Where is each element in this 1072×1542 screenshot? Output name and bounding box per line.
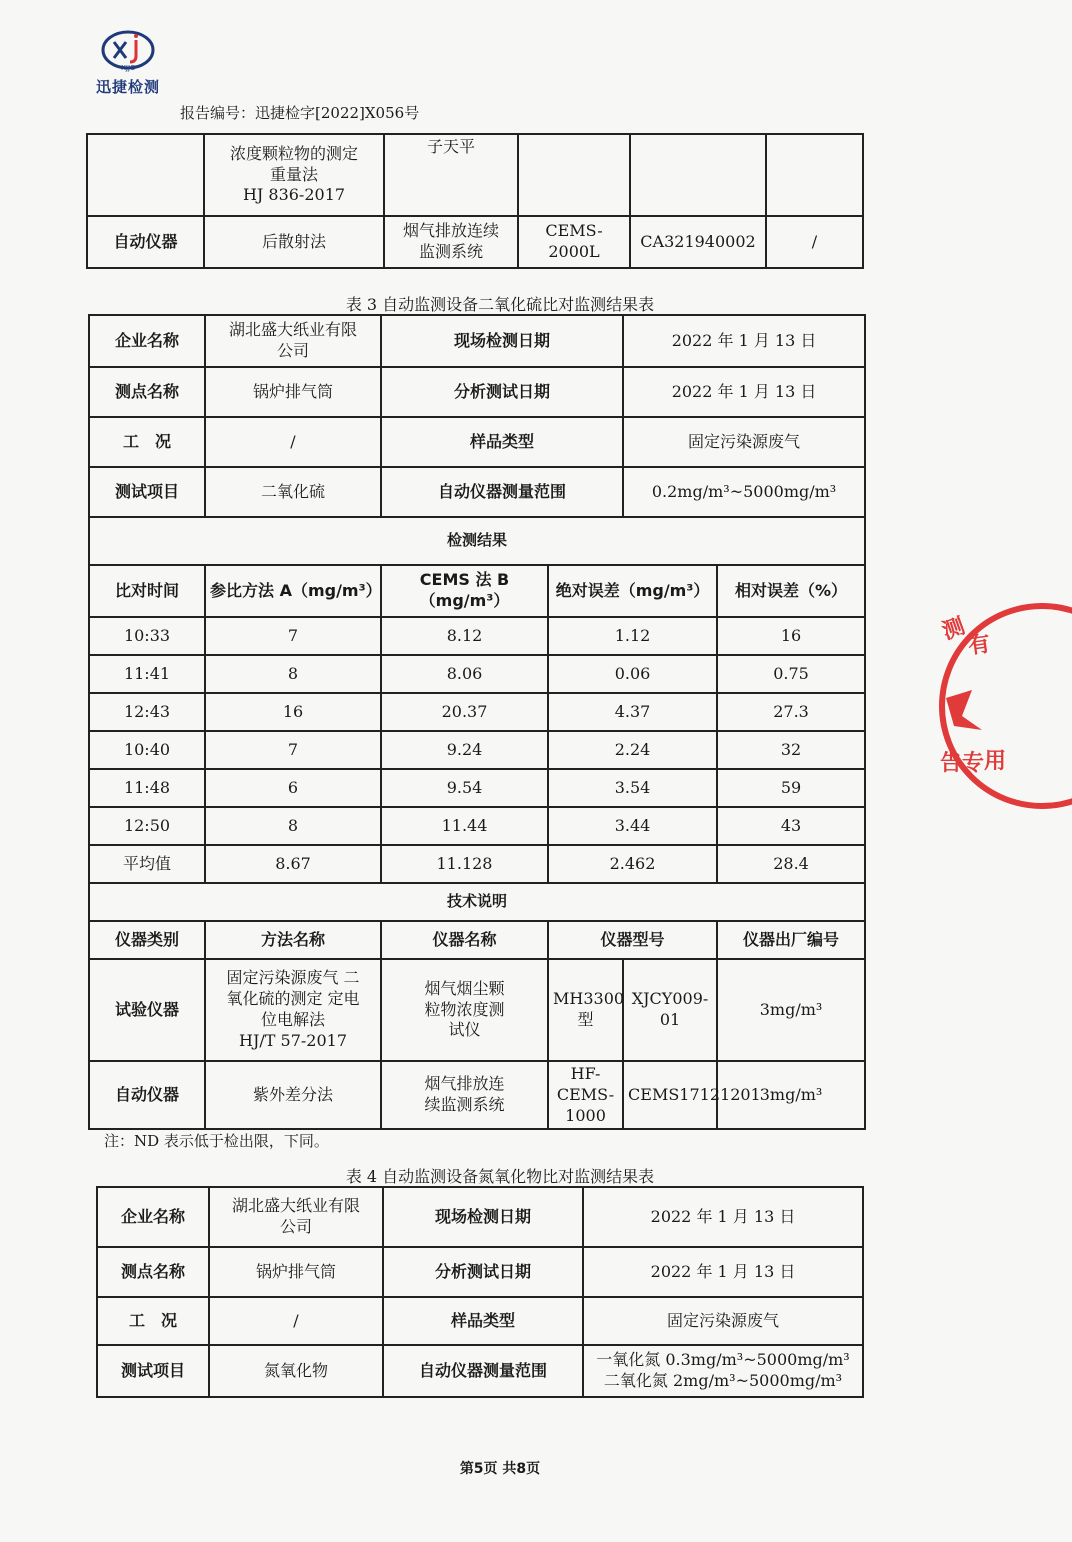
value-cell: 一氧化氮 0.3mg/m³~5000mg/m³ 二氧化氮 2mg/m³~5000mg/m³ [583, 1345, 863, 1397]
value-cell: 11.128 [381, 845, 548, 883]
value-cell: 2022 年 1 月 13 日 [623, 367, 865, 417]
time-cell: 11:48 [89, 769, 205, 807]
header-cell: 参比方法 A（mg/m³） [205, 565, 381, 617]
value-cell: 3.44 [548, 807, 717, 845]
instrument-cell: 烟气排放连 续监测系统 [381, 1061, 548, 1129]
header-cell: 相对误差（%） [717, 565, 865, 617]
label-cell: 样品类型 [381, 417, 623, 467]
limit-cell: / [766, 216, 863, 268]
label-cell: 测试项目 [97, 1345, 209, 1397]
label-cell: 工 况 [97, 1297, 209, 1345]
value-cell: 锅炉排气筒 [205, 367, 381, 417]
value-cell: 2022 年 1 月 13 日 [583, 1187, 863, 1247]
table-4 [96, 1186, 864, 1398]
value-cell: 二氧化硫 [205, 467, 381, 517]
serial-cell: XJCY009-01 [623, 959, 717, 1061]
table-row [89, 1061, 865, 1129]
value-cell: 固定污染源废气 [583, 1297, 863, 1345]
header-cell: CEMS 法 B（mg/m³） [381, 565, 548, 617]
table-row [97, 1297, 863, 1345]
value-cell: 16 [717, 617, 865, 655]
header-cell: 仪器类别 [89, 921, 205, 959]
value-cell: 1.12 [548, 617, 717, 655]
label-cell: 现场检测日期 [383, 1187, 583, 1247]
section-title: 技术说明 [89, 883, 865, 921]
header-cell: 方法名称 [205, 921, 381, 959]
table-header-row [89, 565, 865, 617]
label-cell: 企业名称 [97, 1187, 209, 1247]
table-row [97, 1187, 863, 1247]
value-cell: 2.24 [548, 731, 717, 769]
value-cell: 湖北盛大纸业有限 公司 [205, 315, 381, 367]
header-cell: 仪器型号 [548, 921, 717, 959]
table-row [87, 134, 863, 216]
model-cell: MH3300 型 [548, 959, 623, 1061]
serial-cell: CEMS17121201 [623, 1061, 717, 1129]
time-cell: 10:33 [89, 617, 205, 655]
value-cell: 8.12 [381, 617, 548, 655]
category-cell: 试验仪器 [89, 959, 205, 1061]
value-cell: 20.37 [381, 693, 548, 731]
table-row [97, 1345, 863, 1397]
table-row [89, 769, 865, 807]
value-cell: 0.2mg/m³~5000mg/m³ [623, 467, 865, 517]
category-cell: 自动仪器 [87, 216, 204, 268]
value-cell: 8 [205, 807, 381, 845]
value-cell: 3.54 [548, 769, 717, 807]
value-cell: 氮氧化物 [209, 1345, 383, 1397]
table-2-continued [86, 133, 864, 269]
logo-emblem-icon [100, 28, 156, 74]
value-cell: 2022 年 1 月 13 日 [583, 1247, 863, 1297]
footnote: 注：ND 表示低于检出限，下同。 [104, 1132, 329, 1150]
header-cell: 仪器出厂编号 [717, 921, 865, 959]
method-cell: 后散射法 [204, 216, 384, 268]
report-number: 报告编号：迅捷检字[2022]X056号 [180, 104, 420, 122]
value-cell: 0.06 [548, 655, 717, 693]
table-cell [630, 134, 766, 216]
label-cell: 工 况 [89, 417, 205, 467]
table-row [89, 367, 865, 417]
value-cell: 28.4 [717, 845, 865, 883]
table-row [89, 731, 865, 769]
value-cell: 43 [717, 807, 865, 845]
value-cell: 7 [205, 731, 381, 769]
seal-char: 有 [966, 631, 992, 660]
label-cell: 自动仪器测量范围 [381, 467, 623, 517]
header-cell: 比对时间 [89, 565, 205, 617]
label-cell: 样品类型 [383, 1297, 583, 1345]
method-cell: 固定污染源废气 二 氧化硫的测定 定电 位电解法 HJ/T 57-2017 [205, 959, 381, 1061]
value-cell: / [205, 417, 381, 467]
value-cell: 湖北盛大纸业有限 公司 [209, 1187, 383, 1247]
method-cell: 浓度颗粒物的测定 重量法 HJ 836-2017 [204, 134, 384, 216]
model-cell: HF-CEMS-1000 [548, 1061, 623, 1129]
value-cell: 2022 年 1 月 13 日 [623, 315, 865, 367]
limit-cell: 3mg/m³ [717, 959, 865, 1061]
table-row [97, 1247, 863, 1297]
value-cell: / [209, 1297, 383, 1345]
table-row [89, 845, 865, 883]
value-cell: 6 [205, 769, 381, 807]
table-row [89, 693, 865, 731]
value-cell: 8.06 [381, 655, 548, 693]
instrument-cell: 烟气烟尘颗 粒物浓度测 试仪 [381, 959, 548, 1061]
table-cell [518, 134, 630, 216]
table-3-caption: 表 3 自动监测设备二氧化硫比对监测结果表 [345, 295, 655, 314]
table-row [89, 517, 865, 565]
table-cell [87, 134, 204, 216]
method-cell: 紫外差分法 [205, 1061, 381, 1129]
table-row [89, 617, 865, 655]
header-cell: 绝对误差（mg/m³） [548, 565, 717, 617]
company-logo [78, 28, 178, 97]
serial-cell: CA321940002 [630, 216, 766, 268]
value-cell: 8.67 [205, 845, 381, 883]
label-cell: 分析测试日期 [381, 367, 623, 417]
value-cell: 固定污染源废气 [623, 417, 865, 467]
label-cell: 企业名称 [89, 315, 205, 367]
label-cell: 分析测试日期 [383, 1247, 583, 1297]
label-cell: 现场检测日期 [381, 315, 623, 367]
label-cell: 测点名称 [89, 367, 205, 417]
value-cell: 27.3 [717, 693, 865, 731]
instrument-cell: 子天平 [384, 134, 518, 216]
table-row [89, 467, 865, 517]
value-cell: 2.462 [548, 845, 717, 883]
table-row [87, 216, 863, 268]
header-cell: 仪器名称 [381, 921, 548, 959]
section-title: 检测结果 [89, 517, 865, 565]
label-cell: 自动仪器测量范围 [383, 1345, 583, 1397]
svg-text:XJJC: XJJC [121, 64, 135, 72]
table-4-caption: 表 4 自动监测设备氮氧化物比对监测结果表 [345, 1167, 655, 1186]
time-cell: 12:43 [89, 693, 205, 731]
time-cell: 12:50 [89, 807, 205, 845]
table-row [89, 959, 865, 1061]
table-3 [88, 314, 866, 1130]
table-row [89, 417, 865, 467]
category-cell: 自动仪器 [89, 1061, 205, 1129]
table-row [89, 655, 865, 693]
value-cell: 4.37 [548, 693, 717, 731]
value-cell: 9.24 [381, 731, 548, 769]
seal-char: 用 [984, 749, 1007, 774]
seal-char: 测 [939, 613, 969, 645]
time-cell: 平均值 [89, 845, 205, 883]
label-cell: 测点名称 [97, 1247, 209, 1297]
value-cell: 锅炉排气筒 [209, 1247, 383, 1297]
table-header-row [89, 921, 865, 959]
value-cell: 16 [205, 693, 381, 731]
value-cell: 32 [717, 731, 865, 769]
table-row [89, 883, 865, 921]
value-cell: 11.44 [381, 807, 548, 845]
value-cell: 0.75 [717, 655, 865, 693]
value-cell: 9.54 [381, 769, 548, 807]
value-cell: 7 [205, 617, 381, 655]
logo-text: 迅捷检测 [95, 78, 160, 96]
value-cell: 59 [717, 769, 865, 807]
table-row [89, 315, 865, 367]
time-cell: 10:40 [89, 731, 205, 769]
seal-char: 专 [962, 751, 985, 776]
seal-char: 告 [940, 751, 963, 776]
page-footer: 第5页 共8页 [459, 1461, 541, 1477]
value-cell: 8 [205, 655, 381, 693]
time-cell: 11:41 [89, 655, 205, 693]
limit-cell: 3mg/m³ [717, 1061, 865, 1129]
official-seal [932, 598, 1072, 818]
model-cell: CEMS- 2000L [518, 216, 630, 268]
table-row [89, 807, 865, 845]
table-cell [766, 134, 863, 216]
instrument-cell: 烟气排放连续 监测系统 [384, 216, 518, 268]
label-cell: 测试项目 [89, 467, 205, 517]
